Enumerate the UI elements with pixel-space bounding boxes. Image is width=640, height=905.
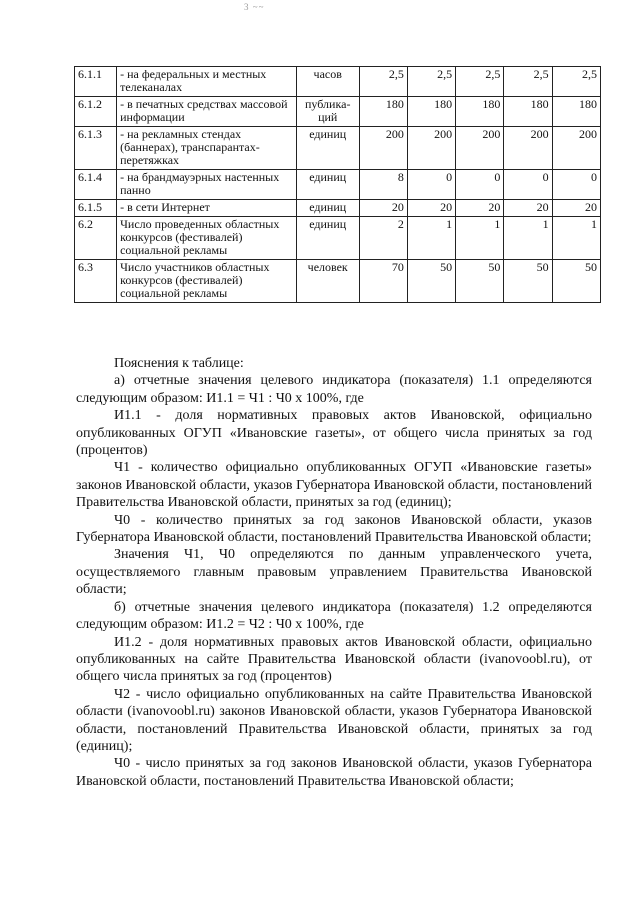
unit-cell: единиц xyxy=(296,200,359,217)
value-cell: 180 xyxy=(407,97,455,127)
value-cell: 2,5 xyxy=(456,67,504,97)
value-cell: 70 xyxy=(359,260,407,303)
value-cell: 2,5 xyxy=(359,67,407,97)
note-paragraph: Ч0 - число принятых за год законов Ивановской области, указов Губернатора Ивановской области, постановлений Правительства Ивановской области; xyxy=(76,756,592,789)
row-number-cell: 6.1.5 xyxy=(75,200,117,217)
row-number-cell: 6.1.4 xyxy=(75,170,117,200)
table-row xyxy=(75,217,601,260)
value-cell: 20 xyxy=(407,200,455,217)
indicator-name-cell: - на брандмауэрных настенных панно xyxy=(117,170,297,200)
indicator-name-cell: Число участников областных конкурсов (фестивалей) социальной рекламы xyxy=(117,260,297,303)
note-paragraph-a: а) отчетные значения целевого индикатора (показателя) 1.1 определяются следующим образом: И1.1 = Ч1 : Ч0 х 100%, где xyxy=(76,373,592,406)
table-notes xyxy=(76,355,592,790)
table-row xyxy=(75,260,601,303)
value-cell: 200 xyxy=(456,127,504,170)
value-cell: 20 xyxy=(504,200,552,217)
note-paragraph: И1.1 - доля нормативных правовых актов Ивановской, официально опубликованных ОГУП «Ивановские газеты», от общего числа принятых за год (процентов) xyxy=(76,408,592,459)
value-cell: 50 xyxy=(504,260,552,303)
note-paragraph: Ч2 - число официально опубликованных на сайте Правительства Ивановской области (ivanovoobl.ru) законов Ивановской области, указов Губернатора Ивановской области, постановлений Правительства Ивановской области, принятых за год (единиц); xyxy=(76,686,592,754)
value-cell: 2 xyxy=(359,217,407,260)
table-row xyxy=(75,97,601,127)
value-cell: 180 xyxy=(359,97,407,127)
note-paragraph: Ч0 - количество принятых за год законов Ивановской области, указов Губернатора Ивановской области, постановлений Правительства Ивановской области; xyxy=(76,512,592,546)
unit-cell: человек xyxy=(296,260,359,303)
indicator-name-cell: - в печатных средствах массовой информации xyxy=(117,97,297,127)
value-cell: 8 xyxy=(359,170,407,200)
value-cell: 200 xyxy=(504,127,552,170)
table-row xyxy=(75,200,601,217)
note-paragraph: Ч1 - количество официально опубликованных ОГУП «Ивановские газеты» законов Ивановской области, указов Губернатора Ивановской области, постановлений Правительства Ивановской области, принятых за год (единиц); xyxy=(76,460,592,511)
indicator-name-cell: - в сети Интернет xyxy=(117,200,297,217)
value-cell: 50 xyxy=(552,260,600,303)
unit-cell: единиц xyxy=(296,127,359,170)
row-number-cell: 6.2 xyxy=(75,217,117,260)
value-cell: 2,5 xyxy=(407,67,455,97)
value-cell: 1 xyxy=(552,217,600,260)
value-cell: 200 xyxy=(552,127,600,170)
unit-cell: единиц xyxy=(296,217,359,260)
value-cell: 0 xyxy=(456,170,504,200)
value-cell: 200 xyxy=(359,127,407,170)
value-cell: 1 xyxy=(407,217,455,260)
table-row xyxy=(75,67,601,97)
row-number-cell: 6.3 xyxy=(75,260,117,303)
unit-cell: часов xyxy=(296,67,359,97)
note-paragraph: И1.2 - доля нормативных правовых актов Ивановской области, официально опубликованных на сайте Правительства Ивановской области (ivanovoobl.ru), от общего числа принятых за год (процентов) xyxy=(76,634,592,685)
row-number-cell: 6.1.2 xyxy=(75,97,117,127)
indicators-table xyxy=(74,66,601,303)
value-cell: 180 xyxy=(504,97,552,127)
value-cell: 2,5 xyxy=(552,67,600,97)
indicator-name-cell: - на федеральных и местных телеканалах xyxy=(117,67,297,97)
value-cell: 200 xyxy=(407,127,455,170)
value-cell: 20 xyxy=(359,200,407,217)
value-cell: 0 xyxy=(504,170,552,200)
value-cell: 1 xyxy=(456,217,504,260)
value-cell: 50 xyxy=(456,260,504,303)
value-cell: 20 xyxy=(552,200,600,217)
value-cell: 180 xyxy=(456,97,504,127)
indicator-name-cell: - на рекламных стендах (баннерах), транспарантах-перетяжках xyxy=(117,127,297,170)
table-row xyxy=(75,127,601,170)
note-paragraph: Значения Ч1, Ч0 определяются по данным управленческого учета, осуществляемого главным правовым управлением Правительства Ивановской области; xyxy=(76,547,592,598)
unit-cell: публика-ций xyxy=(296,97,359,127)
value-cell: 180 xyxy=(552,97,600,127)
page-header-mark: 3 ~~ xyxy=(244,2,265,12)
indicators-table-body xyxy=(75,67,601,303)
value-cell: 0 xyxy=(407,170,455,200)
unit-cell: единиц xyxy=(296,170,359,200)
value-cell: 20 xyxy=(456,200,504,217)
value-cell: 1 xyxy=(504,217,552,260)
note-paragraph-b: б) отчетные значения целевого индикатора (показателя) 1.2 определяются следующим образом: И1.2 = Ч2 : Ч0 х 100%, где xyxy=(76,599,592,633)
notes-heading: Пояснения к таблице: xyxy=(114,356,244,371)
table-row xyxy=(75,170,601,200)
row-number-cell: 6.1.3 xyxy=(75,127,117,170)
value-cell: 0 xyxy=(552,170,600,200)
value-cell: 2,5 xyxy=(504,67,552,97)
value-cell: 50 xyxy=(407,260,455,303)
row-number-cell: 6.1.1 xyxy=(75,67,117,97)
indicator-name-cell: Число проведенных областных конкурсов (фестивалей) социальной рекламы xyxy=(117,217,297,260)
